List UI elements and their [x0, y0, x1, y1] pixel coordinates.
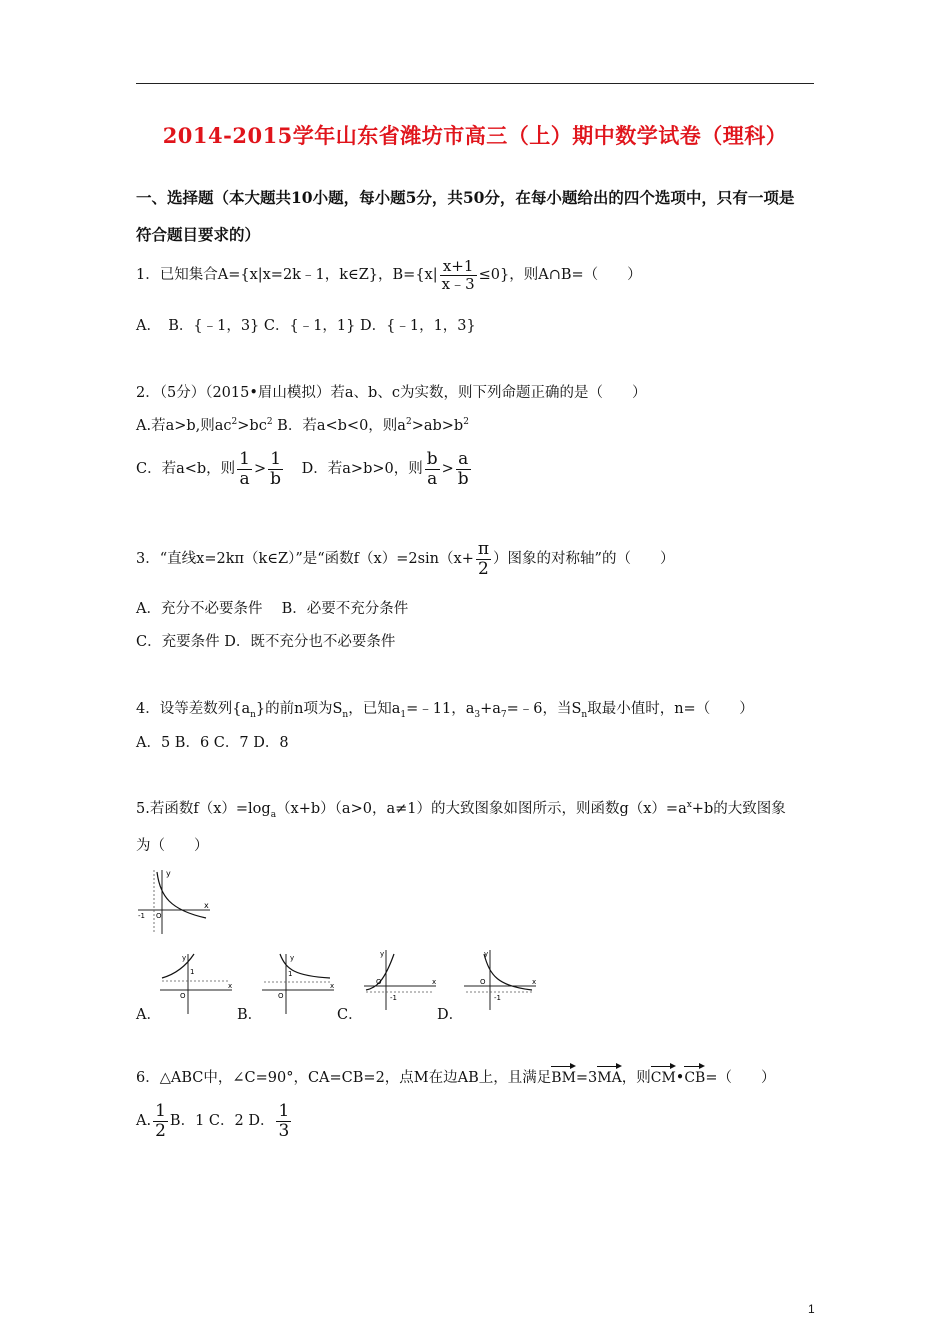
q4-s5: +a [480, 701, 501, 717]
q4-sub-7: 7 [500, 709, 507, 720]
q5-option-a-graph [158, 950, 234, 1016]
q2-d-frac1 [425, 450, 440, 488]
q5-a-origin: O [180, 992, 186, 1000]
q2-d-n1: b [426, 449, 438, 469]
vector-cb: CB [684, 1064, 705, 1086]
question-5-stem-line2: 为（ ） [136, 838, 209, 854]
q6-a-frac [153, 1102, 168, 1140]
q4-s7: 取最小值时，n=（ ） [587, 701, 754, 717]
q2-c-gt: > [254, 461, 267, 478]
q4-s3: ，已知a [348, 701, 401, 717]
q6-a-d: 2 [155, 1120, 166, 1141]
q1-text-a: 1．已知集合A={x|x=2k﹣1，k∈Z}，B={x| [136, 267, 438, 283]
q6-d-n: 1 [278, 1101, 290, 1121]
q2-sup2: 2 [266, 417, 273, 428]
q5-c-origin: O [376, 978, 382, 986]
q1-text-b: ≤0}，则A∩B=（ ） [478, 267, 642, 283]
q5-a-x-label: x [228, 982, 233, 990]
q4-sub-n: n [250, 709, 256, 720]
q6-optA: A. [136, 1113, 152, 1130]
q5-option-a-label: A． [136, 1007, 161, 1023]
q5-s1: 5.若函数f（x）=log [136, 801, 271, 817]
q2-sup1: 2 [231, 417, 238, 428]
question-3-stem [136, 540, 674, 578]
question-2-stem: 2．（5分）（2015•眉山模拟）若a、b、c为实数，则下列命题正确的是（ ） [136, 385, 647, 401]
q5-a-y-label: y [182, 954, 187, 962]
q5-d-origin: O [480, 978, 486, 986]
q5-main-neg1: -1 [138, 912, 145, 920]
q3-frac-num: π [477, 539, 490, 559]
q2-optA-b: >bc [237, 418, 267, 434]
q3-frac-den: 2 [478, 558, 489, 579]
question-3-options-ab: A．充分不必要条件 B．必要不充分条件 [136, 601, 409, 617]
q1-frac-num: x+1 [440, 258, 477, 276]
question-4-stem [136, 697, 754, 720]
q6-s1: 6．△ABC中，∠C=90°，CA=CB=2，点M在边AB上，且满足 [136, 1070, 552, 1086]
q5-c-neg1: -1 [390, 994, 397, 1002]
q5-a-one: 1 [190, 968, 195, 976]
page-number: 1 [808, 1302, 815, 1316]
q2-c-d2: b [270, 468, 282, 489]
q2-c-frac2 [268, 450, 283, 488]
q5-b-one: 1 [288, 970, 293, 978]
q6-s2: =3 [575, 1070, 598, 1086]
q5-sup-x: x [686, 800, 692, 811]
question-6-stem [136, 1064, 776, 1087]
q5-main-origin: O [156, 912, 162, 920]
q5-c-x-label: x [432, 978, 437, 986]
q2-d-frac2 [456, 450, 471, 488]
q5-option-c-label: C． [337, 1007, 363, 1023]
vector-bm: BM [551, 1064, 576, 1086]
q2-c-n1: 1 [239, 449, 250, 469]
q4-sub-1: 1 [400, 709, 407, 720]
q5-d-x-label: x [532, 978, 537, 986]
question-2-options-ab [136, 414, 469, 435]
q2-c-n2: 1 [268, 450, 283, 470]
q2-sup4: 2 [463, 417, 469, 428]
q5-option-c-graph [362, 946, 438, 1012]
q4-s2: }的前n项为S [255, 701, 343, 717]
q5-b-origin: O [278, 992, 284, 1000]
q2-c-d1: a [239, 468, 250, 489]
q2-d-d1: a [427, 468, 438, 489]
section-heading-line2: 符合题目要求的） [136, 225, 261, 244]
q2-d-n2: a [456, 450, 471, 470]
question-5-stem [136, 797, 786, 820]
q5-option-d-label: D． [437, 1007, 464, 1023]
q2-optD: D．若a>b>0，则 [301, 461, 423, 478]
question-6-options [136, 1102, 293, 1140]
q6-s4: =（ ） [705, 1070, 776, 1086]
q5-b-x-label: x [330, 982, 335, 990]
vector-ma: MA [597, 1064, 621, 1086]
q5-sub-a: a [270, 809, 277, 820]
q5-option-d-graph [462, 946, 538, 1012]
q4-s1: 4．设等差数列{a [136, 701, 251, 717]
q2-optB-a: B．若a<b<0，则a [272, 418, 406, 434]
q6-s3: ，则 [621, 1070, 651, 1086]
q5-d-y-label: y [484, 950, 489, 958]
question-4-options: A．5 B．6 C．7 D．8 [136, 735, 289, 751]
q6-dot: • [675, 1070, 685, 1086]
q2-c-frac1 [237, 450, 252, 488]
q5-option-b-label: B． [237, 1007, 263, 1023]
q6-optBC: B．1 C．2 D． [169, 1113, 275, 1130]
q6-a-n: 1 [155, 1101, 166, 1121]
q4-s6: =﹣6，当S [506, 701, 582, 717]
q2-d-gt: > [441, 461, 454, 478]
q1-frac-den: x﹣3 [441, 274, 475, 293]
q2-d-d2: b [457, 468, 469, 489]
q2-optA-a: A.若a>b,则ac [136, 418, 232, 434]
q4-sub-n2: n [342, 709, 349, 720]
q5-b-y-label: y [290, 954, 295, 962]
question-2-options-cd [136, 450, 473, 488]
q3-text-a: 3．“直线x=2kπ（k∈Z）”是“函数f（x）=2sin（x+ [136, 551, 474, 568]
question-1-stem [136, 258, 642, 292]
q5-main-y-label: y [166, 869, 171, 878]
q5-log-graph [136, 866, 212, 936]
q5-main-x-label: x [204, 901, 209, 910]
exam-title: 2014-2015学年山东省潍坊市高三（上）期中数学试卷（理科） [162, 123, 788, 148]
q6-d-d: 3 [278, 1120, 290, 1141]
q4-s4: =﹣11，a [406, 701, 475, 717]
q2-sup3: 2 [405, 417, 412, 428]
q5-c-y-label: y [380, 950, 385, 958]
q3-text-b: ）图象的对称轴”的（ ） [493, 551, 675, 568]
q2-optC: C．若a<b，则 [136, 461, 236, 478]
q5-d-neg1: -1 [494, 994, 501, 1002]
q2-optB-b: >ab>b [411, 418, 464, 434]
q4-sub-n3: n [581, 709, 588, 720]
header-rule [136, 83, 814, 84]
question-3-options-cd: C．充要条件 D．既不充分也不必要条件 [136, 634, 396, 650]
q5-s2: （x+b）（a>0，a≠1）的大致图象如图所示，则函数g（x）=a [276, 801, 687, 817]
q5-s3: +b的大致图象 [691, 801, 786, 817]
q5-option-b-graph [260, 950, 336, 1016]
q1-fraction [440, 258, 477, 292]
section-heading-line1: 一、选择题（本大题共10小题，每小题5分，共50分，在每小题给出的四个选项中，只有一项是 [136, 188, 795, 207]
q3-fraction [476, 540, 491, 578]
question-1-options: A． B．{﹣1，3} C．{﹣1，1} D．{﹣1，1，3} [136, 318, 476, 334]
vector-cm: CM [651, 1064, 676, 1086]
q6-d-frac [276, 1102, 291, 1140]
q4-sub-3: 3 [474, 709, 481, 720]
